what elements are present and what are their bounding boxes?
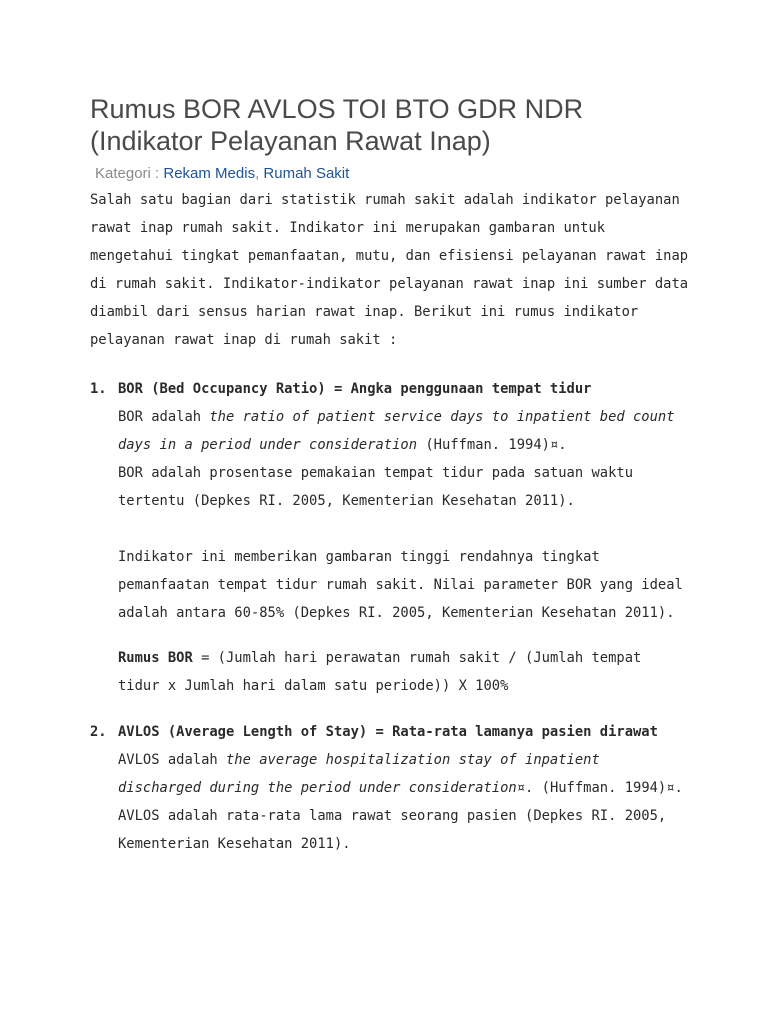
item-heading: AVLOS (Average Length of Stay) = Rata-rata lamanya pasien dirawat — [118, 724, 658, 740]
definition-prefix: AVLOS adalah — [118, 752, 226, 768]
category-separator: , — [255, 165, 264, 182]
definition-paragraph — [118, 746, 688, 802]
intro-paragraph: Salah satu bagian dari statistik rumah sakit adalah indikator pelayanan rawat inap rumah sakit. Indikator ini merupakan gambaran untuk mengetahui tingkat pemanfaatan, mutu, dan efisiensi pelayanan rawat inap di rumah sakit. Indikator-indikator pelayanan rawat inap ini sumber data diambil dari sensus harian rawat inap. Berikut ini rumus indikator pelayanan rawat inap di rumah sakit : — [90, 192, 689, 348]
definition-suffix: ¤. (Huffman. 1994)¤. — [516, 780, 683, 796]
list-item-avlos — [90, 718, 690, 858]
formula-label: Rumus BOR — [118, 650, 193, 666]
item-heading: BOR (Bed Occupancy Ratio) = Angka penggunaan tempat tidur — [118, 381, 592, 397]
category-label: Kategori : — [95, 165, 164, 182]
article-title: Rumus BOR AVLOS TOI BTO GDR NDR (Indikator Pelayanan Rawat Inap) — [90, 94, 584, 156]
definition-prefix: BOR adalah — [118, 409, 210, 425]
list-item-bor — [90, 375, 690, 700]
category-line — [95, 165, 690, 182]
description-paragraph: Indikator ini memberikan gambaran tinggi rendahnya tingkat pemanfaatan tempat tidur rumah sakit. Nilai parameter BOR yang ideal adalah antara 60-85% (Depkes RI. 2005, Kementerian Kesehatan 2011). — [118, 549, 683, 621]
formula-text: = (Jumlah hari perawatan rumah sakit / (Jumlah tempat tidur x Jumlah hari dalam satu periode)) X 100% — [118, 650, 642, 694]
category-link-rekam-medis[interactable]: Rekam Medis — [163, 165, 256, 182]
definition-italic: the ratio of patient service days to inpatient bed count days in a period under consideration — [118, 409, 675, 453]
definition-italic: the average hospitalization stay of inpatient discharged during the period under consideration — [118, 752, 600, 796]
list-number: 2. — [90, 724, 107, 740]
indicator-list — [90, 375, 690, 858]
category-link-rumah-sakit[interactable]: Rumah Sakit — [263, 165, 350, 182]
definition-paragraph-2: AVLOS adalah rata-rata lama rawat seorang pasien (Depkes RI. 2005, Kementerian Kesehatan 2011). — [118, 808, 667, 852]
formula-paragraph — [118, 644, 688, 700]
definition-suffix: (Huffman. 1994)¤. — [417, 437, 567, 453]
definition-paragraph — [118, 403, 688, 459]
article — [90, 93, 690, 858]
definition-paragraph-2: BOR adalah prosentase pemakaian tempat tidur pada satuan waktu tertentu (Depkes RI. 2005, Kementerian Kesehatan 2011). — [118, 465, 633, 509]
list-number: 1. — [90, 381, 107, 397]
